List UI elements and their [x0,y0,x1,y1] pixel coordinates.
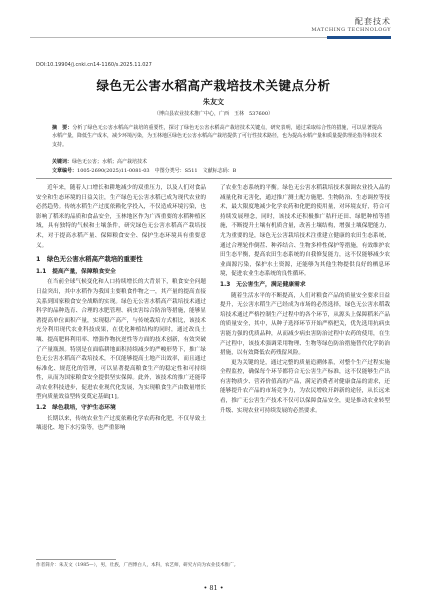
body-paragraph: 更为关键的是，通过完整的质量追溯体系，对整个生产过程实施全程监控，确保每个环节都符合无公害生产标准，这不仅能够生产出有害物质少、营养价值高的产品，满足消费者对健康食品的需求，还能够提升农产品的市场竞争力，为农民增收开辟新的途径，从长远来看，推广无公害生产技术不仅可以保障食品安全，更是推动农业转型升级、实现农业可持续发展的必然要求。 [220,359,390,414]
header-accent-bar [327,36,391,39]
page-number: • 81 • [203,584,224,592]
body-paragraph: 随着生活水平的不断提高，人们对粮食产品的质量安全要求日益提升，无公害水稻生产已经成为市场的必然选择，绿色无公害水稻栽培技术通过严格控制生产过程中的各个环节，从源头上保障稻米产品的质量安全，其中，从种子选择环节开始严格把关，优先选用抗病虫害能力强的优质品种，从而减少病虫害防治过程中农药的使用，在生产过程中，该技术强调采用物理、生物等绿色防治措施替代化学防治措施，以有效降低农药残留风险。 [220,292,390,357]
body-column-left [36,184,206,434]
body-paragraph: 了农业生态系统的平衡。绿色无公害水稻栽培技术强调农业投入品的减量化和无害化，通过推广测土配方施肥、生物防治、生态调控等技术，最大限度地减少化学农药和化肥的使用量，对环境友好，符合可持续发展理念，同时，该技术还积极推广秸秆还田、绿肥种植等措施，不断提升土壤有机质含量，改善土壤结构，增强土壤保肥能力，尤为重要的是，绿色无公害栽培技术注重建立健康的农田生态系统，通过合理轮作倒茬、种养结合、生物多样性保护等措施，有效维护农田生态平衡，提高农田生态系统的自我修复能力，这不仅能够减少农业面源污染，保护水土资源，还能够为其他生物提供良好的栖息环境，促进农业生态系统的良性循环。 [220,185,390,278]
body-paragraph: 在当前全球气候变化和人口持续增长的大背景下，粮食安全问题日益突出，其中水稻作为我国主要粮食作物之一，其产量的提高直接关系到国家粮食安全战略的实现。绿色无公害水稻高产栽培技术通过科学的品种选育、合理的水肥管理、病虫害综合防治等措施，能够显著提高单位面积产量，实现稳产高产，与传统栽培方式相比，该技术充分利用现代农业科技成果，在优化种植结构的同时，通过改良土壤、提高肥料利用率、增强作物抗逆性等方面的技术创新，有效突破了产量瓶颈。特别是在面临耕地面积持续减少的严峻形势下，推广绿色无公害水稻高产栽培技术，不仅能够提高土地产出效率，而且通过标准化、规范化的管理，可以显著提高粮食生产的稳定性和可持续性，从而为国家粮食安全提供坚实保障。此外，该技术的推广还能带动农业科技进步，促进农业现代化发展，为实现粮食生产由数量增长型向质量效益型转变奠定基础[1]。 [36,279,206,401]
section-title-en: MATCHING TECHNOLOGY [311,27,391,33]
body-paragraph: 近年来，随着人口增长和耕地减少的双重压力，以及人们对食品安全和生态环境的日益关注，生产绿色无公害水稻已成为现代农业的必然趋势。传统水稻生产过度依赖化学投入，不仅造成环境污染，也影响了稻米的品质和食品安全，玉林地区作为广西重要的水稻种植区域，具有独特的气候和土壤条件，研究绿色无公害水稻高产栽培技术，对于提高水稻产量、保障粮食安全、保护生态环境具有重要意义。 [36,185,206,249]
author-footnote: 作者简介：朱友文（1985—），男，壮族，广西博白人，本科，农艺师，研究方向为农业技术推广。 [36,563,239,568]
abstract-divider [36,178,392,179]
classification-text: 1005-2690(2025)11-0081-03 中图分类号：S511 文献标志码：B [77,168,237,174]
section-heading: 1 绿色无公害水稻高产栽培的重要性 [36,255,143,264]
doi-line: DOI:10.19904/j.cnki.cn14-1160/s.2025.11.027 [36,62,152,68]
keywords-text: 绿色无公害；水稻；高产栽培技术 [72,159,148,165]
section-title-cn: 配套技术 [355,17,391,26]
author-affiliation: （博白县农业技术推广中心，广西 玉林 537600） [153,111,274,117]
footnote-rule [36,559,116,560]
paper-title: 绿色无公害水稻高产栽培技术关键点分析 [96,78,331,93]
keywords-label: 关键词： [52,159,73,165]
abstract [52,124,382,149]
body-column-right [220,184,390,416]
subsection-heading: 1.3 无公害生产，满足健康需求 [220,281,306,288]
journal-header [0,6,427,58]
abstract-label: 摘 要： [52,125,73,131]
classification [52,167,382,174]
subsection-heading: 1.1 提高产量，保障粮食安全 [36,268,116,275]
keywords [52,158,382,165]
abstract-text: 分析了绿色无公害水稻高产栽培的重要性，探讨了绿色无公害水稻高产栽培技术关键点，研究表明，通过采取综合性的措施，可以显著提高水稻产量，降低生产成本，减少环境污染，为玉林地区绿色无公害水稻高产栽培提供了可行性技术路径，也为提高水稻产量和质量提供理论指导和技术支持。 [52,125,383,148]
author-name: 朱友文 [203,97,224,106]
classification-label: 文章编号： [52,168,78,174]
subsection-heading: 1.2 绿色栽培，守护生态环境 [36,405,116,412]
body-paragraph: 长期以来，传统农业生产过度依赖化学农药和化肥，不仅导致土壤退化、地下水污染等，也严重影响 [36,415,206,432]
